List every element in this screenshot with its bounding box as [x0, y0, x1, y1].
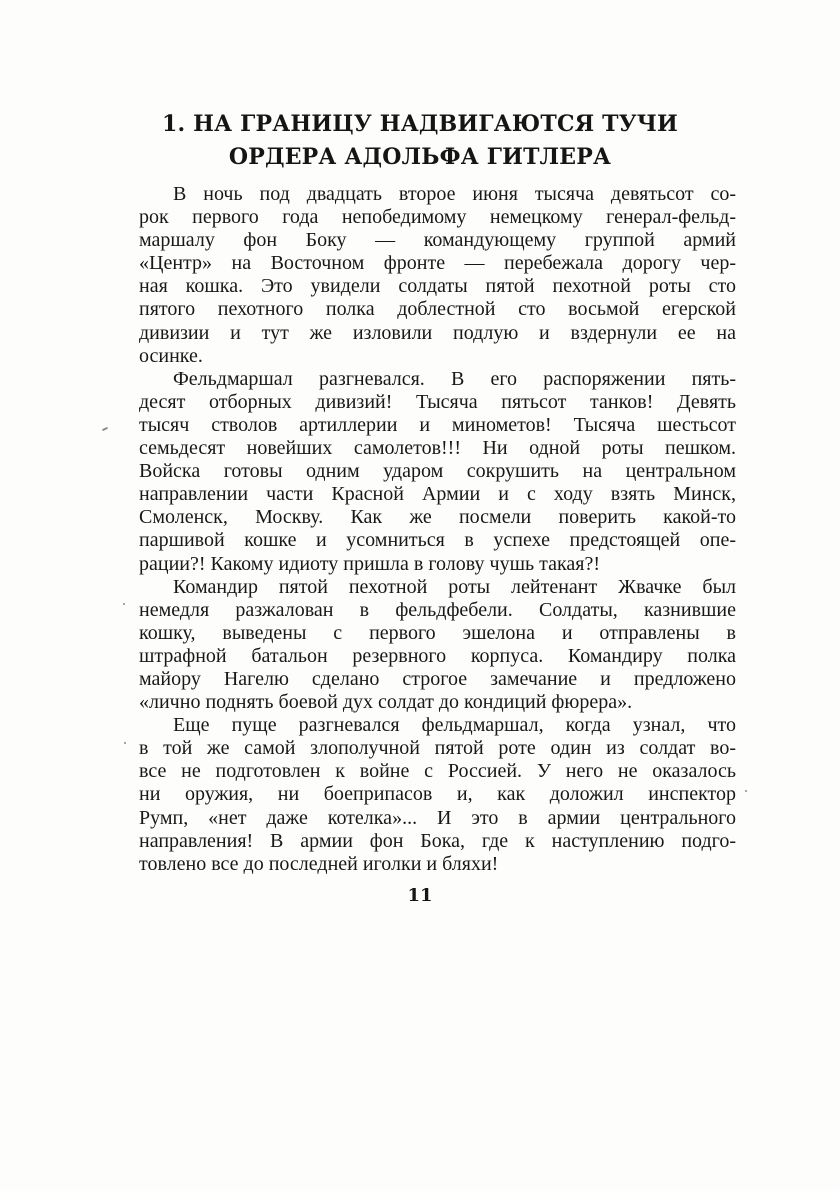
- text-line: в той же самой злополучной пятой роте один из солдат во-: [139, 737, 736, 760]
- text-line: Смоленск, Москву. Как же посмели поверить какой-то: [139, 506, 736, 529]
- chapter-body: [139, 183, 736, 876]
- text-line: Войска готовы одним ударом сокрушить на центральном: [139, 460, 736, 483]
- text-line: все не подготовлен к войне с Россией. У него не оказалось: [139, 760, 736, 783]
- text-line: семьдесят новейших самолетов!!! Ни одной роты пешком.: [139, 437, 736, 460]
- scan-speck: [123, 603, 125, 605]
- text-line: Еще пуще разгневался фельдмаршал, когда узнал, что: [173, 714, 736, 737]
- paragraph: [139, 368, 736, 576]
- paragraph: [139, 183, 736, 368]
- text-line: Командир пятой пехотной роты лейтенант Жвачке был: [173, 575, 736, 598]
- text-line: ни оружия, ни боеприпасов и, как доложил инспектор: [139, 783, 736, 806]
- text-line: «Центр» на Восточном фронте — перебежала дорогу чер-: [139, 252, 736, 275]
- scan-speck: [124, 742, 126, 744]
- text-line: немедля разжалован в фельдфебели. Солдаты, казнившие: [139, 598, 736, 621]
- text-line: дивизии и тут же изловили подлую и вздернули ее на: [139, 321, 736, 344]
- text-line: кошку, выведены с первого эшелона и отправлены в: [139, 621, 736, 644]
- text-line: штрафной батальон резервного корпуса. Командиру полка: [139, 644, 736, 667]
- text-line: рок первого года непобедимому немецкому генерал-фельд-: [139, 206, 736, 229]
- text-line: пятого пехотного полка доблестной сто восьмой егерской: [139, 298, 736, 321]
- scan-speck: [745, 790, 747, 792]
- text-line: направлении части Красной Армии и с ходу взять Минск,: [139, 483, 736, 506]
- text-line: В ночь под двадцать второе июня тысяча девятьсот со-: [173, 183, 736, 205]
- chapter-title-line-1: 1. НА ГРАНИЦУ НАДВИГАЮТСЯ ТУЧИ: [161, 111, 679, 137]
- scan-speck: [102, 427, 108, 431]
- text-line: Фельдмаршал разгневался. В его распоряжении пять-: [173, 367, 736, 390]
- text-line: осинке.: [139, 344, 203, 367]
- text-line: тысяч стволов артиллерии и минометов! Тысяча шестьсот: [139, 413, 736, 436]
- paragraph: [139, 714, 736, 876]
- text-line: «лично поднять боевой дух солдат до кондиций фюрера».: [139, 691, 633, 714]
- page-number: 11: [407, 885, 433, 906]
- text-line: рации?! Какому идиоту пришла в голову чушь такая?!: [139, 552, 601, 575]
- chapter-title: [140, 108, 700, 174]
- text-line: ная кошка. Это увидели солдаты пятой пехотной роты сто: [139, 275, 736, 298]
- paragraph: [139, 576, 736, 715]
- text-line: Румп, «нет даже котелка»... И это в армии центрального: [139, 806, 736, 829]
- chapter-title-line-2: ОРДЕРА АДОЛЬФА ГИТЛЕРА: [228, 144, 612, 170]
- text-line: товлено все до последней иголки и бляхи!: [139, 852, 499, 875]
- text-line: майору Нагелю сделано строгое замечание и предложено: [139, 667, 736, 690]
- text-line: десят отборных дивизий! Тысяча пятьсот танков! Девять: [139, 390, 736, 413]
- text-line: паршивой кошке и усомниться в успехе предстоящей опе-: [139, 529, 736, 552]
- text-line: направления! В армии фон Бока, где к наступлению подго-: [139, 829, 736, 852]
- text-line: маршалу фон Боку — командующему группой армий: [139, 229, 736, 252]
